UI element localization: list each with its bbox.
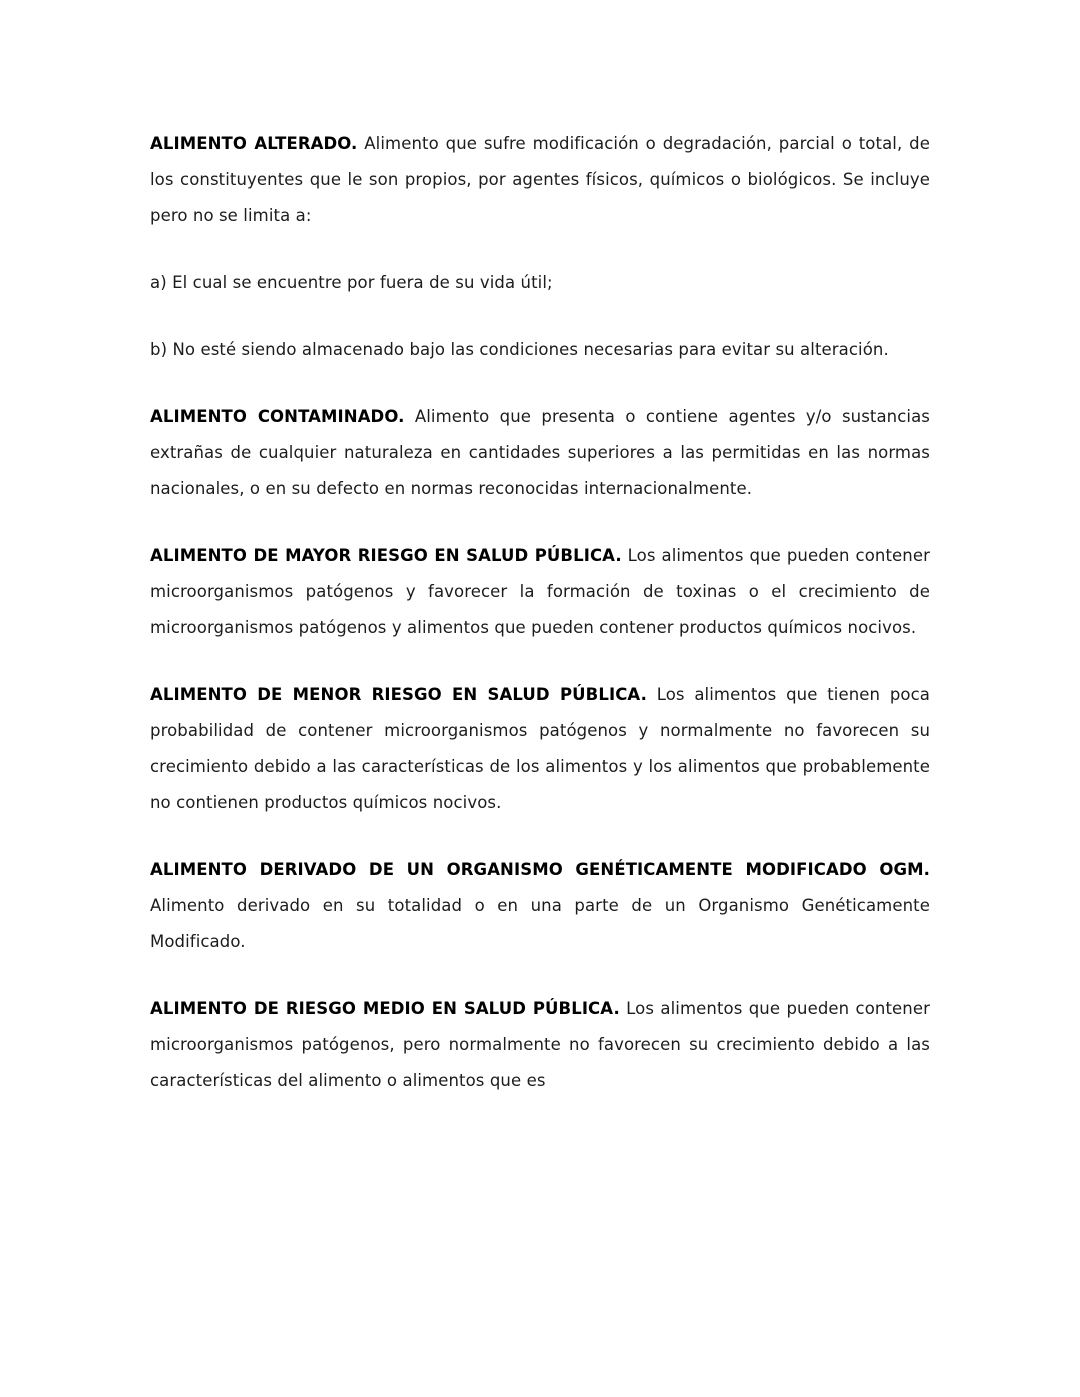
paragraph-text: Los alimentos que pueden contener microorganismos patógenos, pero normalmente no favorecen su crecimiento debido a las características del alimento o alimentos que es	[150, 999, 930, 1090]
paragraph-text: Alimento derivado en su totalidad o en una parte de un Organismo Genéticamente Modificado.	[150, 896, 930, 951]
paragraph-alimento-derivado-ogm	[150, 852, 930, 960]
term-bold: ALIMENTO CONTAMINADO.	[150, 407, 405, 426]
paragraph-text: Alimento que presenta o contiene agentes y/o sustancias extrañas de cualquier naturaleza en cantidades superiores a las permitidas en las normas nacionales, o en su defecto en normas reconocidas internacionalmente.	[150, 407, 930, 498]
paragraph-text: b) No esté siendo almacenado bajo las condiciones necesarias para evitar su alteración.	[150, 340, 889, 359]
term-bold: ALIMENTO DE MENOR RIESGO EN SALUD PÚBLICA.	[150, 685, 647, 704]
term-bold: ALIMENTO DE MAYOR RIESGO EN SALUD PÚBLICA.	[150, 546, 622, 565]
paragraph-alimento-alterado	[150, 126, 930, 234]
paragraph-alimento-mayor-riesgo	[150, 538, 930, 646]
term-bold: ALIMENTO DE RIESGO MEDIO EN SALUD PÚBLICA.	[150, 999, 620, 1018]
term-bold: ALIMENTO DERIVADO DE UN ORGANISMO GENÉTICAMENTE MODIFICADO OGM.	[150, 860, 930, 879]
paragraph-item-b	[150, 332, 930, 368]
paragraph-alimento-menor-riesgo	[150, 677, 930, 821]
paragraph-alimento-riesgo-medio	[150, 991, 930, 1099]
paragraph-item-a	[150, 265, 930, 301]
paragraph-text: a) El cual se encuentre por fuera de su vida útil;	[150, 273, 553, 292]
paragraph-text: Los alimentos que tienen poca probabilidad de contener microorganismos patógenos y normalmente no favorecen su crecimiento debido a las características de los alimentos y los alimentos que probablemente no contienen productos químicos nocivos.	[150, 685, 930, 812]
paragraph-text: Alimento que sufre modificación o degradación, parcial o total, de los constituyentes que le son propios, por agentes físicos, químicos o biológicos. Se incluye pero no se limita a:	[150, 134, 930, 225]
paragraph-text: Los alimentos que pueden contener microorganismos patógenos y favorecer la formación de toxinas o el crecimiento de microorganismos patógenos y alimentos que pueden contener productos químicos nocivos.	[150, 546, 930, 637]
term-bold: ALIMENTO ALTERADO.	[150, 134, 358, 153]
paragraph-alimento-contaminado	[150, 399, 930, 507]
